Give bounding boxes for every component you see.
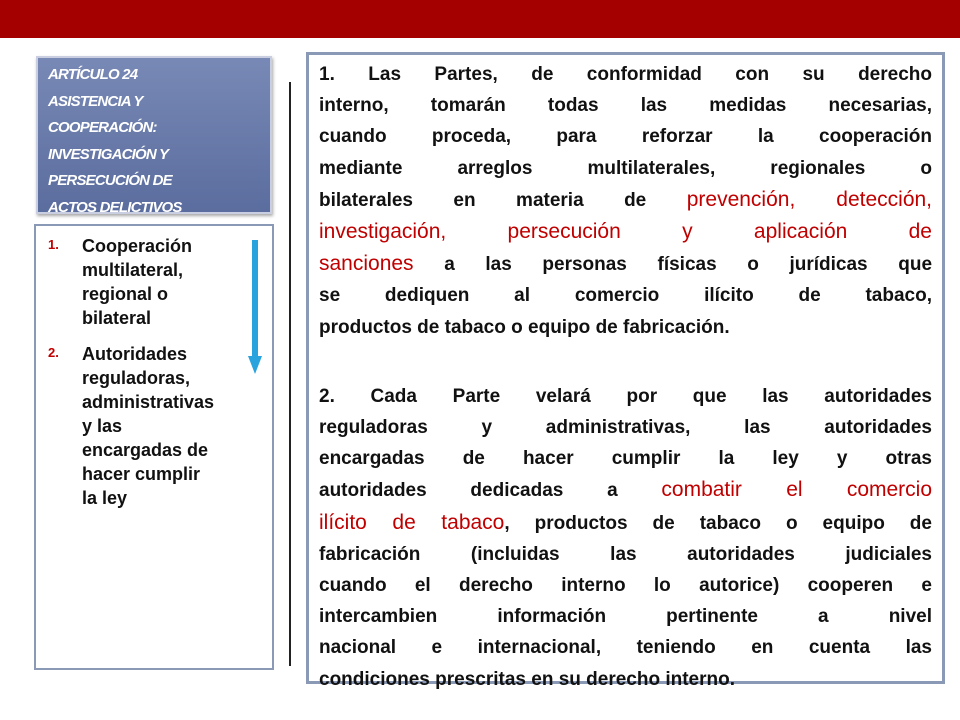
text-line: nacional e internacional, teniendo en cuenta las — [319, 637, 932, 659]
text-line: condiciones prescritas en su derecho interno. — [319, 668, 736, 690]
list-item-line: hacer cumplir — [82, 464, 201, 484]
article-title-line: ACTOS DELICTIVOS — [48, 198, 182, 216]
article-title-line: PERSECUCIÓN DE — [48, 172, 172, 189]
paragraph-2 — [319, 381, 932, 695]
highlighted-text: investigación, persecución y aplicación de — [319, 220, 932, 244]
text-line — [319, 474, 932, 506]
list-item-line: encargadas de — [82, 440, 209, 460]
highlighted-text: sanciones — [319, 252, 414, 276]
list-item-line: y las — [82, 416, 123, 436]
list-item-line: la ley — [82, 488, 128, 508]
text-line: 1. Las Partes, de conformidad con su derecho — [319, 64, 932, 85]
list-item-line: Cooperación — [82, 236, 193, 256]
text-line — [319, 184, 932, 216]
text-line: encargadas de hacer cumplir la ley y otras — [319, 448, 932, 470]
down-arrow-icon — [248, 240, 262, 374]
text-line: fabricación (incluidas las autoridades judiciales — [319, 543, 932, 565]
article-title-line: ASISTENCIA Y — [48, 92, 143, 110]
highlighted-text: ilícito de tabaco — [319, 510, 505, 534]
article-title-line: COOPERACIÓN: — [48, 119, 157, 136]
text-line: 2. Cada Parte velará por que las autoridades — [319, 385, 932, 407]
text-segment: autoridades dedicadas a — [319, 480, 618, 502]
paragraph-1 — [319, 59, 932, 343]
text-line — [319, 507, 932, 539]
list-item-line: multilateral, — [82, 260, 184, 280]
text-line — [319, 216, 932, 248]
list-item — [36, 234, 272, 330]
text-line: intercambien información pertinente a nivel — [319, 606, 932, 628]
top-banner — [0, 0, 960, 38]
paragraph-gap — [319, 343, 932, 381]
article-text-panel — [306, 52, 945, 690]
highlighted-text: prevención, detección, — [686, 187, 932, 211]
text-segment: bilaterales en materia de — [319, 189, 647, 211]
text-segment: a las personas físicas o jurídicas que — [444, 254, 932, 276]
text-line: mediante arreglos multilaterales, regionales o — [319, 157, 932, 179]
text-line: cuando el derecho interno lo autorice) cooperen e — [319, 575, 932, 597]
list-item-line: Autoridades — [82, 344, 188, 364]
list-item-line: bilateral — [82, 308, 152, 328]
summary-list — [36, 234, 272, 510]
list-item — [36, 342, 272, 510]
list-item-line: reguladoras, — [82, 368, 191, 388]
article-title-box — [36, 56, 272, 214]
list-number: 1. — [48, 237, 59, 252]
article-title-line: ARTÍCULO 24 — [48, 66, 138, 83]
text-segment: , productos de tabaco o equipo de — [504, 512, 932, 534]
article-title-line: INVESTIGACIÓN Y — [48, 145, 169, 163]
list-item-line: administrativas — [82, 392, 215, 412]
text-line: productos de tabaco o equipo de fabricación. — [319, 316, 730, 338]
text-line: se dediquen al comercio ilícito de tabaco, — [319, 285, 932, 307]
text-line: interno, tomarán todas las medidas necesarias, — [319, 95, 932, 117]
list-number: 2. — [48, 345, 59, 360]
text-line — [319, 248, 932, 280]
text-line: reguladoras y administrativas, las autoridades — [319, 417, 932, 439]
highlighted-text: combatir el comercio — [661, 478, 932, 502]
text-line: cuando proceda, para reforzar la cooperación — [319, 126, 932, 148]
list-item-line: regional o — [82, 284, 169, 304]
vertical-divider — [289, 82, 291, 666]
summary-panel — [34, 224, 274, 670]
